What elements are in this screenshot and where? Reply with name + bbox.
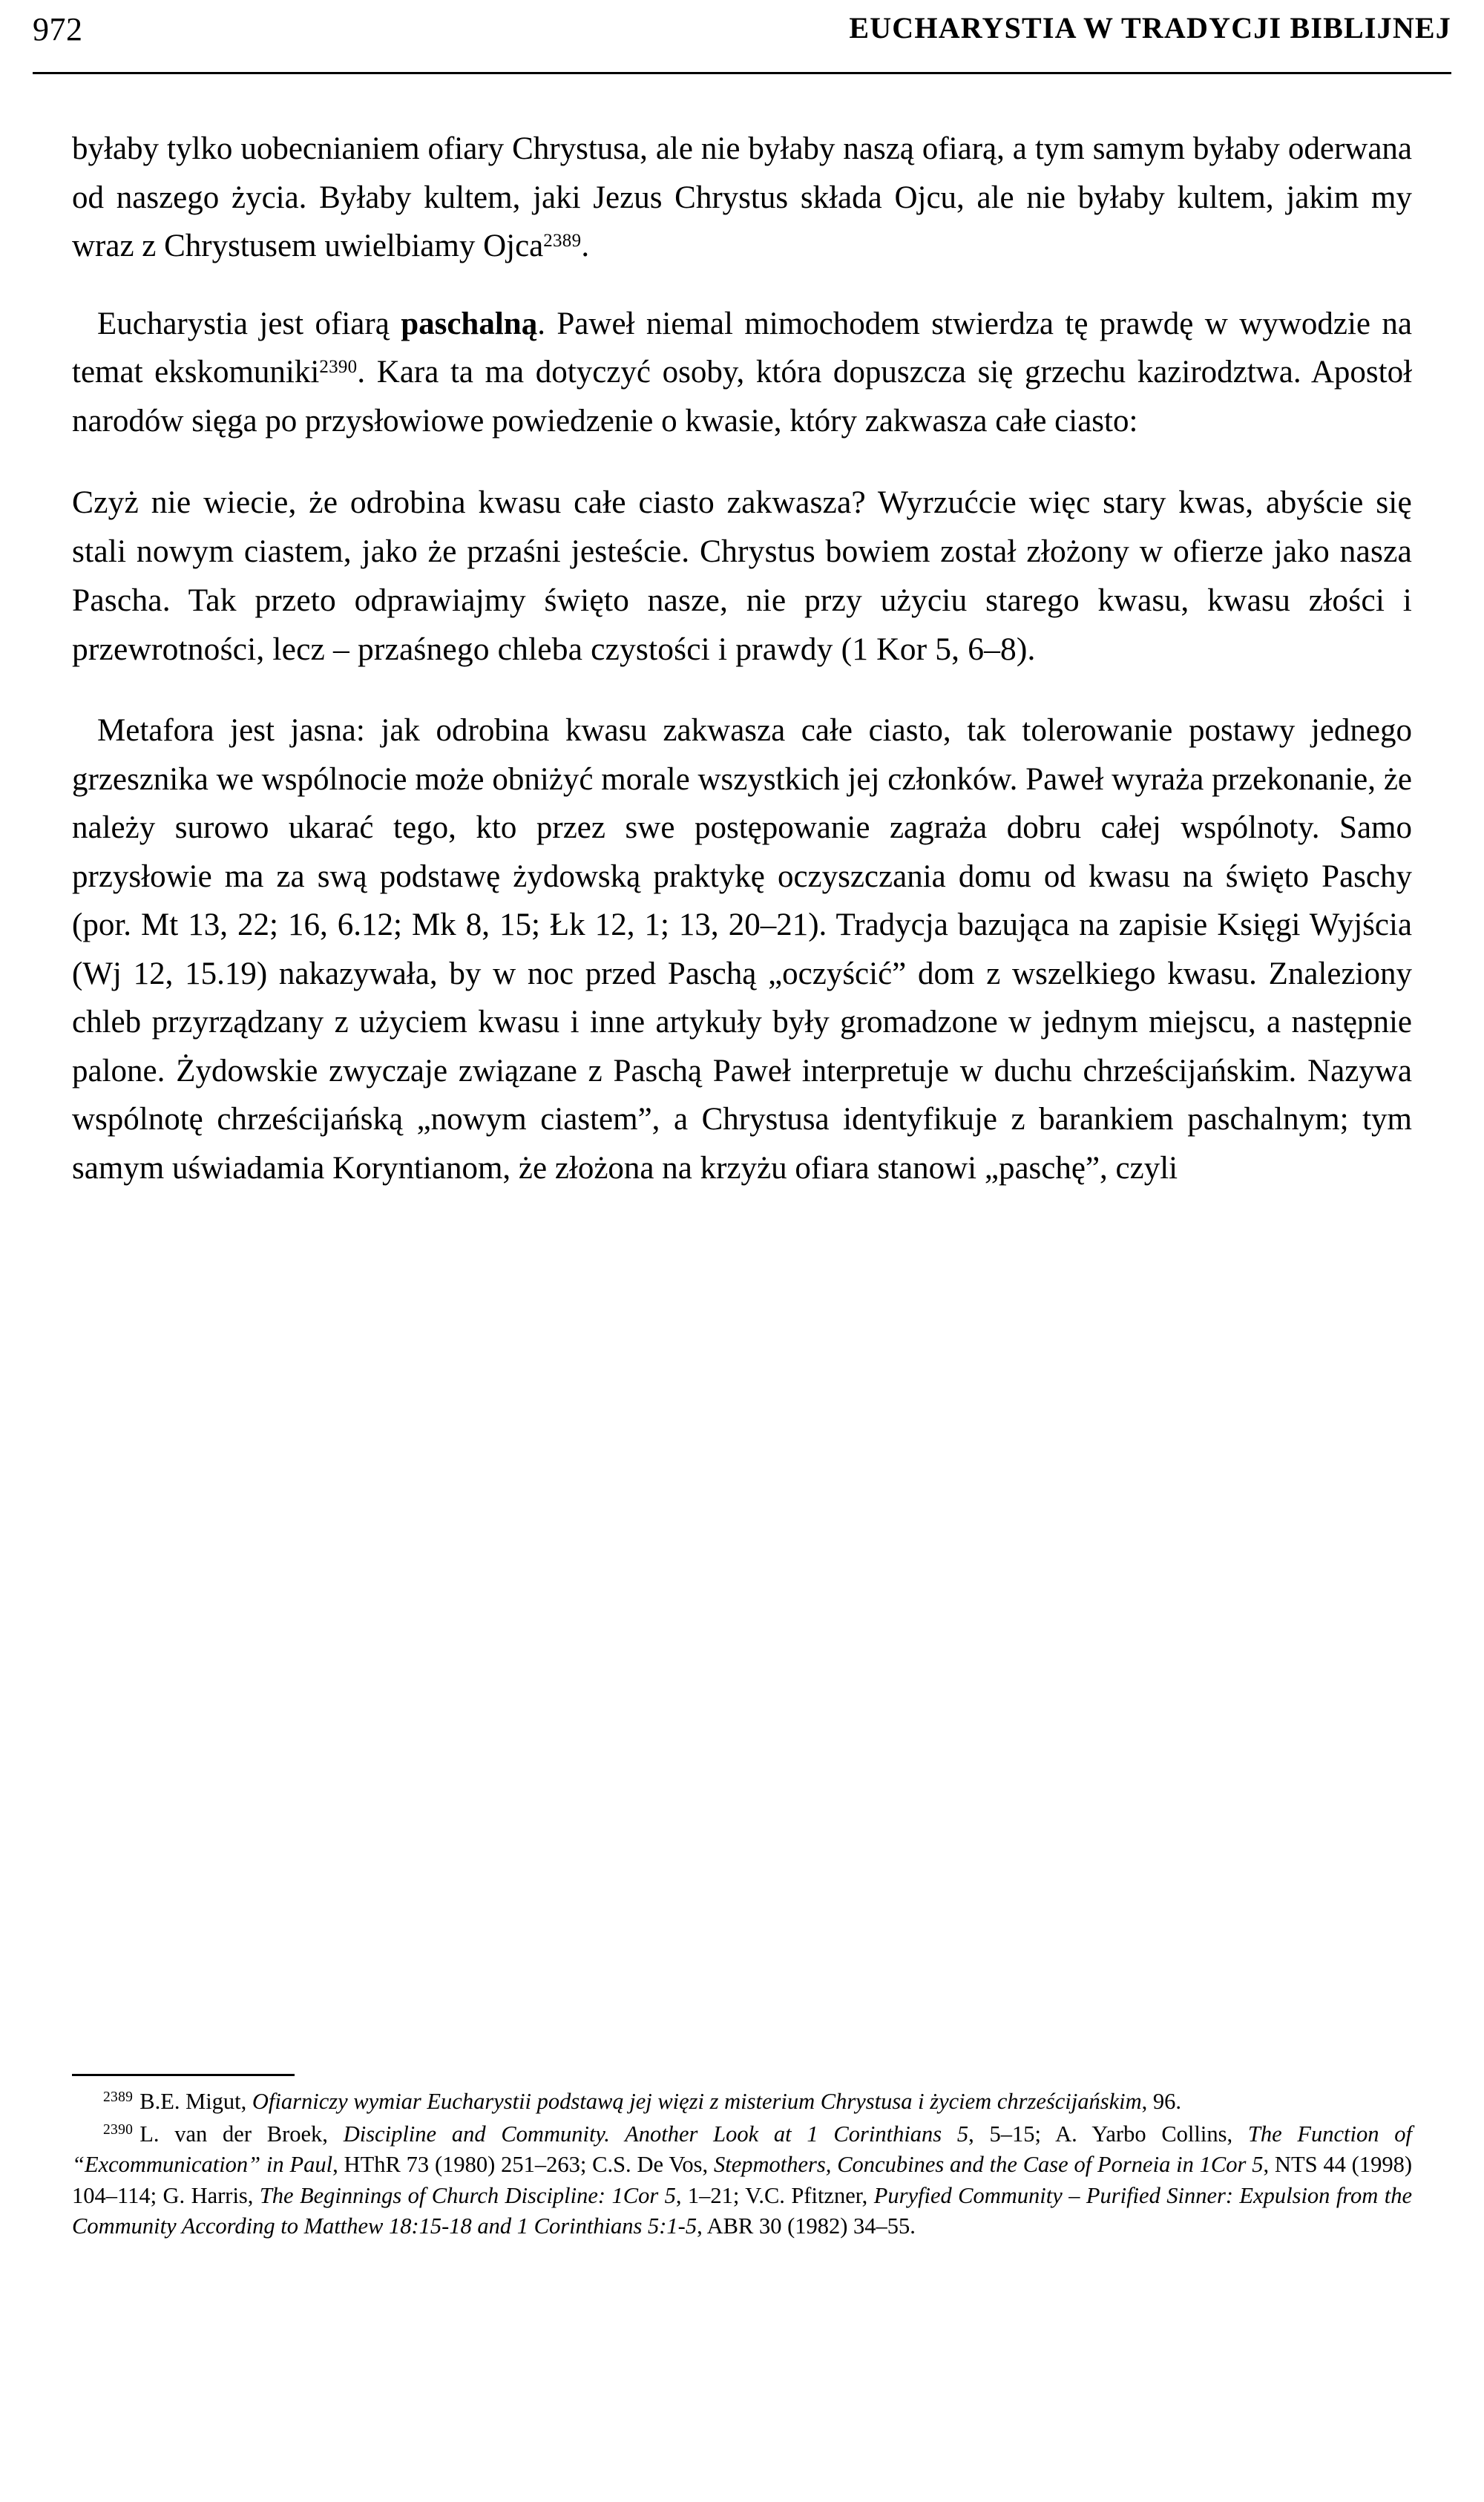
paragraph-1-text: byłaby tylko uobecnianiem ofiary Chrystusa, ale nie byłaby naszą ofiarą, a tym samym byłaby oderwana od naszego życia. Byłaby kultem, jaki Jezus Chrystus składa Ojcu, ale nie byłaby kultem, jakim my wraz z Chrystusem uwielbiamy Ojca — [72, 131, 1412, 263]
footnote-separator — [72, 2074, 295, 2076]
footnote-segment-roman: , HThR 73 (1980) 251–263; C.S. De Vos, — [332, 2152, 714, 2177]
paragraph-2-mid: . Paweł niemal mimochodem stwierdza tę prawdę w wywodzie na temat ekskomuniki — [72, 306, 1412, 390]
paragraph-continuation — [72, 125, 1412, 271]
footnote-segment-italic: Stepmothers, Concubines and the Case of Porneia in 1Cor 5 — [713, 2152, 1264, 2177]
paragraph-2-lead: Eucharystia jest ofiarą — [97, 306, 401, 341]
footnote-block — [72, 2086, 1412, 2242]
footnote-segment-italic: Puryfied Community – Purified Sinner: Expulsion from the Community According to Matthew 18:15-18 and 1 Corinthians 5:1-5 — [72, 2182, 1412, 2239]
page-number: 972 — [33, 11, 83, 47]
footnote-number-2389[interactable]: 2389 — [103, 2089, 134, 2106]
paragraph-metaphor: Metafora jest jasna: jak odrobina kwasu zakwasza całe ciasto, tak tolerowanie postawy jednego grzesznika we wspólnocie może obniżyć morale wszystkich jej członków. Paweł wyraża przekonanie, że należy surowo ukarać tego, kto przez swe postępowanie zagraża dobru całej wspólnoty. Samo przysłowie ma za swą podstawę żydowską praktykę oczyszczania domu od kwasu na święto Paschy (por. Mt 13, 22; 16, 6.12; Mk 8, 15; Łk 12, 1; 13, 20–21). Tradycja bazująca na zapisie Księgi Wyjścia (Wj 12, 15.19) nakazywała, by w noc przed Paschą „oczyścić” dom z wszelkiego kwasu. Znaleziony chleb przyrządzany z użyciem kwasu i inne artykuły były gromadzone w jednym miejscu, a następnie palone. Żydowskie zwyczaje związane z Paschą Paweł interpretuje w duchu chrześcijańskim. Nazywa wspólnotę chrześcijańską „nowym ciastem”, a Chrystusa identyfikuje z barankiem paschalnym; tym samym uświadamia Koryntianom, że złożona na krzyżu ofiara stanowi „paschę”, czyli — [72, 713, 1412, 1186]
footnote-segment-italic: The Function of “Excommunication” in Paul — [72, 2121, 1412, 2177]
footnote-2389 — [72, 2086, 1412, 2118]
paragraph-1-tail: . — [581, 229, 590, 263]
running-head — [33, 13, 1451, 65]
paragraph-2-tail: . Kara ta ma dotyczyć osoby, która dopuszcza się grzechu kazirodztwa. Apostoł narodów sięga po przysłowiowe powiedzenie o kwasie, który zakwasza całe ciasto: — [72, 355, 1413, 439]
scripture-quotation: Czyż nie wiecie, że odrobina kwasu całe ciasto zakwasza? Wyrzućcie więc stary kwas, abyście się stali nowym ciastem, jako że przaśni jesteście. Chrystus bowiem został złożony w ofierze jako nasza Pascha. Tak przeto odprawiajmy święto nasze, nie przy użyciu starego kwasu, kwasu złości i przewrotności, lecz – przaśnego chleba czystości i prawdy (1 Kor 5, 6–8). — [72, 485, 1412, 667]
footnote-ref-2389[interactable]: 2389 — [543, 231, 582, 252]
footnote-segment-roman: , 5–15; A. Yarbo Collins, — [968, 2121, 1248, 2147]
footnote-segment-roman: , ABR 30 (1982) 34–55. — [697, 2213, 916, 2239]
footnote-segment-roman: L. van der Broek, — [139, 2121, 344, 2147]
emphasis-paschalna: paschalną — [401, 306, 538, 341]
text-column — [72, 125, 1412, 1192]
footnote-segment-italic: The Beginnings of Church Discipline: 1Cor 5 — [259, 2182, 676, 2208]
footnote-segment-roman: , NTS 44 (1998) 104–114; G. Harris, — [72, 2152, 1412, 2208]
footnote-number-2390[interactable]: 2390 — [103, 2121, 134, 2138]
footnote-ref-2390[interactable]: 2390 — [319, 357, 358, 378]
footnote-segment-italic: Discipline and Community. Another Look at 1 Corinthians 5 — [343, 2121, 969, 2147]
footnote-2390 — [72, 2119, 1412, 2242]
paragraph-eucharist-paschal — [72, 300, 1412, 446]
running-head-title: EUCHARYSTIA W TRADYCJI BIBLIJNEJ — [849, 11, 1451, 45]
footnote-segment-roman: , 1–21; V.C. Pfitzner, — [675, 2182, 874, 2208]
header-divider — [33, 72, 1451, 74]
footnote-segment-roman: , 96. — [1141, 2089, 1182, 2114]
footnote-segment-italic: Ofiarniczy wymiar Eucharystii podstawą jej więzi z misterium Chrystusa i życiem chrześcijańskim — [252, 2089, 1142, 2114]
footnote-segment-roman: B.E. Migut, — [139, 2089, 252, 2114]
